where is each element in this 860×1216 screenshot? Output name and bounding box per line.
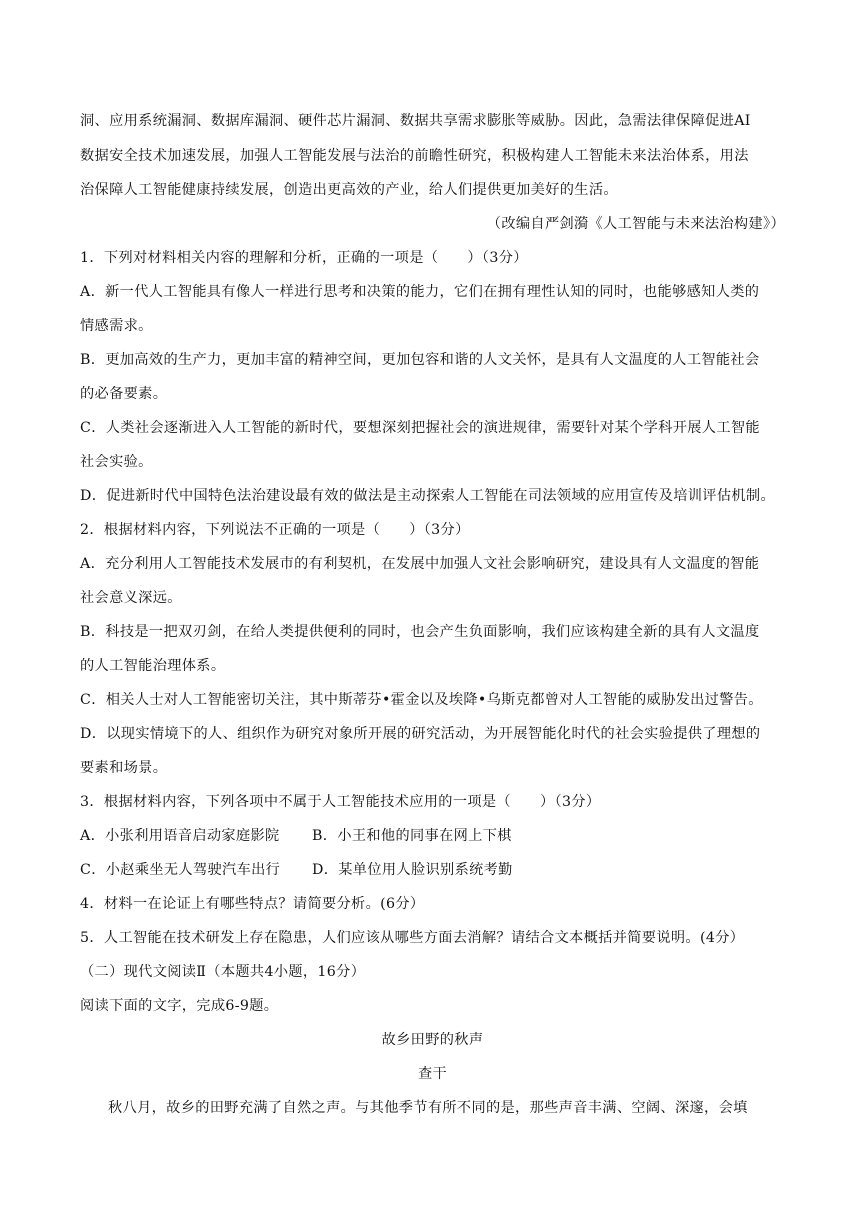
section-heading: （二）现代文阅读Ⅱ（本题共4小题，16分） — [80, 964, 366, 980]
source-citation: （改编自严剑漪《人工智能与未来法治构建》） — [486, 216, 785, 232]
q1-option-a-line: 情感需求。 — [80, 318, 153, 334]
q1-option-c-line: C．人类社会逐渐进入人工智能的新时代，要想深刻把握社会的演进规律，需要针对某个学科开展人工智能 — [80, 420, 760, 436]
q3-options-row — [80, 826, 785, 846]
q1-option-a-line: A．新一代人工智能具有像人一样进行思考和决策的能力，它们在拥有理性认知的同时，也能够感知人类的 — [80, 284, 760, 300]
article-author: 查干 — [417, 1066, 448, 1082]
question-3-stem: 3．根据材料内容，下列各项中不属于人工智能技术应用的一项是（ ）（3分） — [80, 794, 601, 810]
question-2-stem: 2．根据材料内容，下列说法不正确的一项是（ ）（3分） — [80, 522, 470, 538]
q2-option-b-line: B．科技是一把双刃剑，在给人类提供便利的同时，也会产生负面影响，我们应该构建全新的具有人文温度 — [80, 624, 760, 640]
q3-option-d: D．某单位用人脸识别系统考勤 — [312, 862, 513, 878]
paragraph-line: 治保障人工智能健康持续发展，创造出更高效的产业，给人们提供更加美好的生活。 — [80, 182, 618, 198]
q2-option-b-line: 的人工智能治理体系。 — [80, 658, 226, 674]
paragraph-line: 洞、应用系统漏洞、数据库漏洞、硬件芯片漏洞、数据共享需求膨胀等威胁。因此，急需法律保障促进AI — [80, 113, 751, 129]
question-1-stem: 1．下列对材料相关内容的理解和分析，正确的一项是（ ）（3分） — [80, 250, 528, 266]
q2-option-a-line: A．充分利用人工智能技术发展巿的有利契机，在发展中加强人文社会影响研究，建设具有人文温度的智能 — [80, 556, 760, 572]
article-paragraph-line: 秋八月，故乡的田野充满了自然之声。与其他季节有所不同的是，那些声音丰满、空阔、深邃，会填 — [108, 1100, 748, 1116]
q1-option-b-line: 的必备要素。 — [80, 386, 168, 402]
q3-option-c: C．小赵乘坐无人驾驶汽车出行 — [80, 862, 281, 878]
article-title: 故乡田野的秋声 — [381, 1032, 484, 1048]
q2-option-c-line: C．相关人士对人工智能密切关注，其中斯蒂芬•霍金以及埃降•乌斯克都曾对人工智能的威胁发出过警告。 — [80, 692, 763, 708]
q2-option-a-line: 社会意义深远。 — [80, 590, 182, 606]
q1-option-d-line: D．促进新时代中国特色法治建设最有效的做法是主动探索人工智能在司法领域的应用宣传及培训评估机制。 — [80, 488, 775, 504]
q3-option-b: B．小王和他的同事在网上下棋 — [312, 828, 512, 844]
q3-option-a: A．小张利用语音启动家庭影院 — [80, 828, 280, 844]
q1-option-b-line: B．更加高效的生产力，更加丰富的精神空间，更加包容和谐的人文关怀，是具有人文温度的人工智能社会 — [80, 352, 760, 368]
q2-option-d-line: D．以现实情境下的人、组织作为研究对象所开展的研究活动，为开展智能化时代的社会实验提供了理想的 — [80, 726, 761, 742]
question-4: 4．材料一在论证上有哪些特点？请简要分析。(6分） — [80, 896, 425, 912]
q3-options-row — [80, 860, 785, 880]
q1-option-c-line: 社会实验。 — [80, 454, 153, 470]
reading-instruction: 阅读下面的文字，完成6-9题。 — [80, 998, 279, 1014]
q2-option-d-line: 要素和场景。 — [80, 760, 168, 776]
paragraph-line: 数据安全技术加速发展，加强人工智能发展与法治的前瞻性研究，积极构建人工智能未来法治体系，用法 — [80, 148, 749, 164]
question-5: 5．人工智能在技术研发上存在隐患，人们应该从哪些方面去消解？请结合文本概括并简要说明。(4分） — [80, 930, 745, 946]
